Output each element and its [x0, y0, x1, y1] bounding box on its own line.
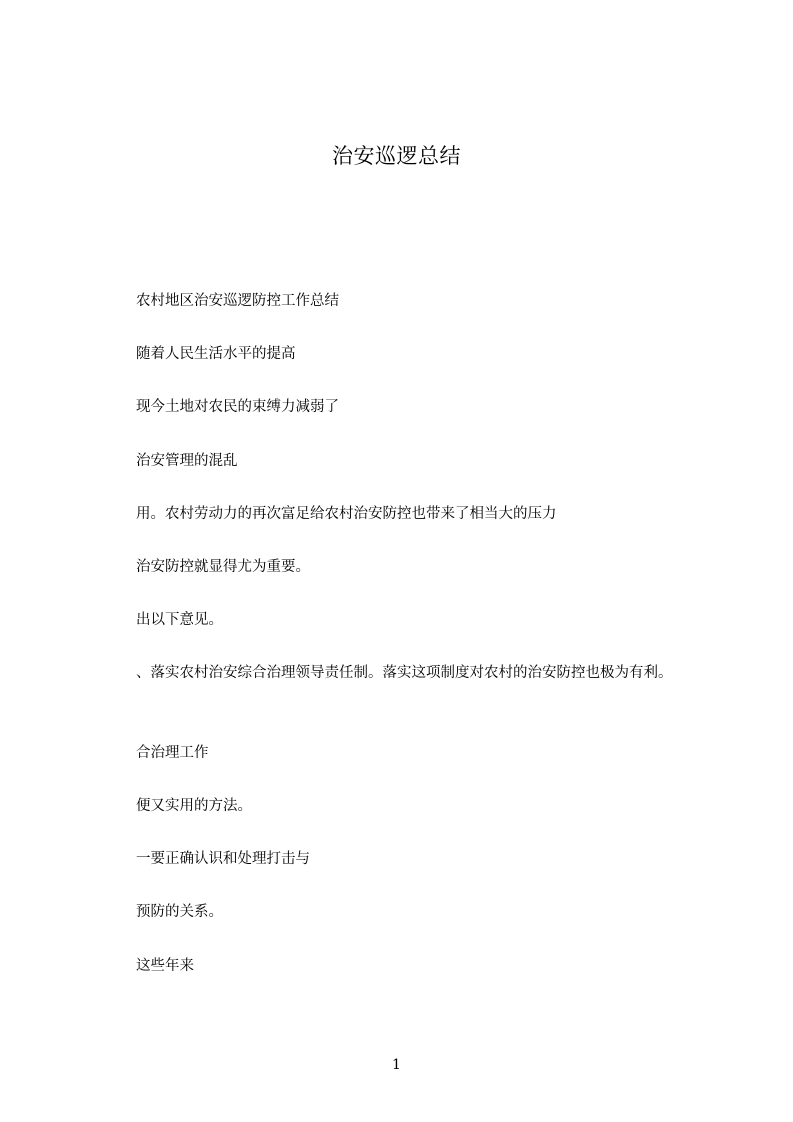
paragraph-text: 预防的关系。	[136, 904, 223, 920]
paragraph	[104, 794, 714, 818]
paragraph	[104, 661, 714, 685]
document-title: 治安巡逻总结	[332, 144, 461, 168]
paragraph-text: 合治理工作	[136, 745, 209, 761]
paragraph	[104, 342, 714, 366]
paragraph-text: 出以下意见。	[136, 612, 223, 628]
paragraph	[104, 847, 714, 871]
paragraph-text: 治安管理的混乱	[136, 453, 238, 469]
paragraph	[104, 900, 714, 924]
paragraph	[104, 608, 714, 632]
paragraph	[104, 502, 714, 526]
paragraph	[104, 449, 714, 473]
paragraph	[104, 954, 714, 978]
paragraph-text: 这些年来	[136, 958, 194, 974]
paragraph	[104, 555, 714, 579]
paragraph	[104, 741, 714, 765]
paragraph-text: 农村地区治安巡逻防控工作总结	[136, 293, 339, 309]
paragraph-text: 治安防控就显得尤为重要。	[136, 559, 310, 575]
paragraph-text: 现今土地对农民的束缚力减弱了	[136, 399, 339, 415]
paragraph-text: 用。农村劳动力的再次富足给农村治安防控也带来了相当大的压力	[136, 506, 557, 522]
paragraph-text: 一要正确认识和处理打击与	[136, 851, 310, 867]
paragraph-text: 随着人民生活水平的提高	[136, 346, 296, 362]
paragraph-text: 、落实农村治安综合治理领导责任制。落实这项制度对农村的治安防控也极为有利。	[136, 665, 673, 681]
paragraph	[104, 289, 714, 313]
paragraph	[104, 395, 714, 419]
page-number: 1	[392, 1057, 401, 1073]
paragraph-text: 便又实用的方法。	[136, 798, 252, 814]
